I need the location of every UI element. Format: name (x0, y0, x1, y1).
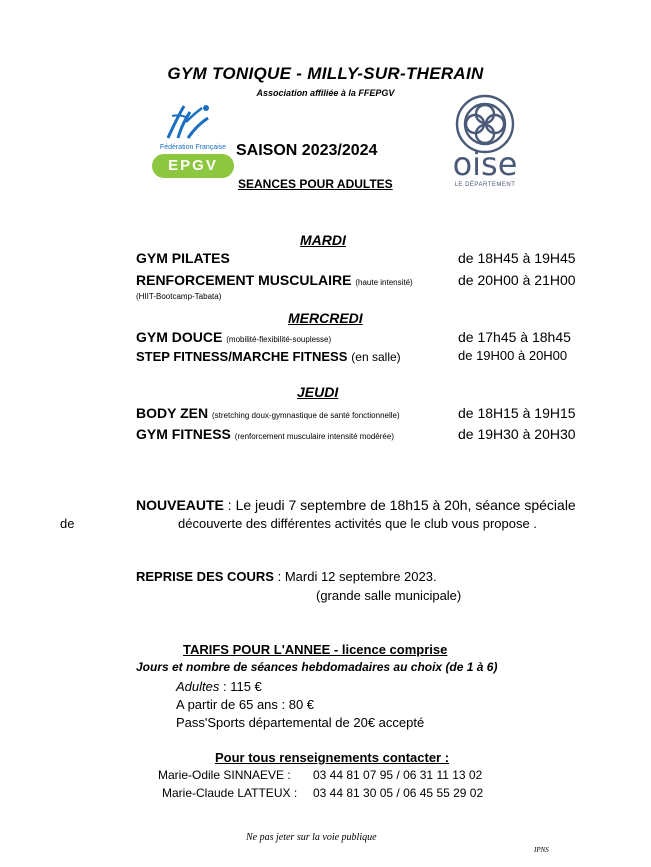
footer-ipns: IPNS (534, 846, 549, 854)
seances-heading: SEANCES POUR ADULTES (238, 177, 393, 191)
contact-name: Marie-Odile SINNAEVE : (158, 768, 291, 782)
activity-row (136, 272, 413, 288)
activity-time: de 18H15 à 19H15 (458, 405, 576, 421)
nouveaute-label: NOUVEAUTE (136, 497, 224, 513)
gymnast-icon (158, 100, 228, 144)
oise-wordmark: oise (452, 145, 518, 183)
page-title: GYM TONIQUE - MILLY-SUR-THERAIN (167, 64, 484, 83)
epgv-badge: EPGV (152, 154, 234, 178)
nouveaute-text: : Le jeudi 7 septembre de 18h15 à 20h, séance spéciale (227, 497, 576, 513)
activity-name: GYM FITNESS (136, 426, 231, 442)
activity-time: de 17h45 à 18h45 (458, 329, 571, 345)
activity-detail: (renforcement musculaire intensité modérée) (234, 432, 394, 441)
footer-note: Ne pas jeter sur la voie publique (246, 832, 377, 843)
tarifs-subheading: Jours et nombre de séances hebdomadaires au choix (de 1 à 6) (136, 660, 498, 674)
reprise-line (136, 569, 437, 584)
tarif-adultes (176, 679, 262, 694)
nouveaute-text-cont: découverte des différentes activités que le club vous propose . (178, 516, 537, 531)
activity-name: GYM PILATES (136, 250, 230, 266)
nouveaute-stray-word: de (60, 516, 75, 531)
tarif-adultes-value: : 115 € (223, 679, 262, 694)
oise-tagline: LE DÉPARTEMENT (454, 182, 516, 188)
page-subtitle: Association affiliée à la FFEPGV (256, 88, 395, 98)
activity-time: de 19H00 à 20H00 (458, 348, 568, 363)
activity-detail: (en salle) (351, 350, 401, 364)
day-heading-mardi: MARDI (300, 232, 346, 248)
tarifs-heading: TARIFS POUR L'ANNEE - licence comprise (183, 642, 448, 657)
day-heading-jeudi: JEUDI (297, 384, 339, 400)
activity-detail: (mobilité-flexibilité-souplesse) (226, 335, 332, 344)
contact-phones: 03 44 81 30 05 / 06 45 55 29 02 (313, 786, 484, 800)
activity-row (136, 405, 400, 421)
activity-row (136, 426, 394, 442)
contact-heading: Pour tous renseignements contacter : (215, 750, 450, 765)
tarif-senior: A partir de 65 ans : 80 € (176, 697, 315, 712)
activity-detail: (stretching doux-gymnastique de santé fonctionnelle) (211, 411, 400, 420)
tarif-pass: Pass'Sports départemental de 20€ accepté (176, 715, 425, 730)
activity-row (136, 348, 401, 364)
contact-name: Marie-Claude LATTEUX : (162, 786, 298, 800)
epgv-logo (158, 100, 228, 180)
contact-phones: 03 44 81 07 95 / 06 31 11 13 02 (313, 768, 483, 782)
season-title: SAISON 2023/2024 (236, 142, 378, 159)
activity-name: STEP FITNESS/MARCHE FITNESS (136, 349, 348, 364)
tarif-adultes-label: Adultes (176, 679, 220, 694)
activity-time: de 20H00 à 21H00 (458, 272, 576, 288)
day-heading-mercredi: MERCREDI (288, 310, 363, 326)
activity-name: BODY ZEN (136, 405, 209, 421)
activity-detail: (haute intensité) (355, 278, 413, 287)
activity-time: de 18H45 à 19H45 (458, 250, 576, 266)
activity-name: RENFORCEMENT MUSCULAIRE (136, 272, 352, 288)
reprise-label: REPRISE DES COURS (136, 569, 274, 584)
activity-name: GYM DOUCE (136, 329, 223, 345)
activity-time: de 19H30 à 20H30 (458, 426, 576, 442)
epgv-federation-text: Fédération Française (159, 144, 227, 151)
reprise-location: (grande salle municipale) (316, 588, 462, 603)
activity-subdetail: (HIIT-Bootcamp-Tabata) (136, 292, 222, 301)
oise-logo (445, 92, 525, 192)
activity-row (136, 329, 331, 345)
nouveaute-line (136, 497, 576, 513)
reprise-date: : Mardi 12 septembre 2023. (277, 569, 437, 584)
